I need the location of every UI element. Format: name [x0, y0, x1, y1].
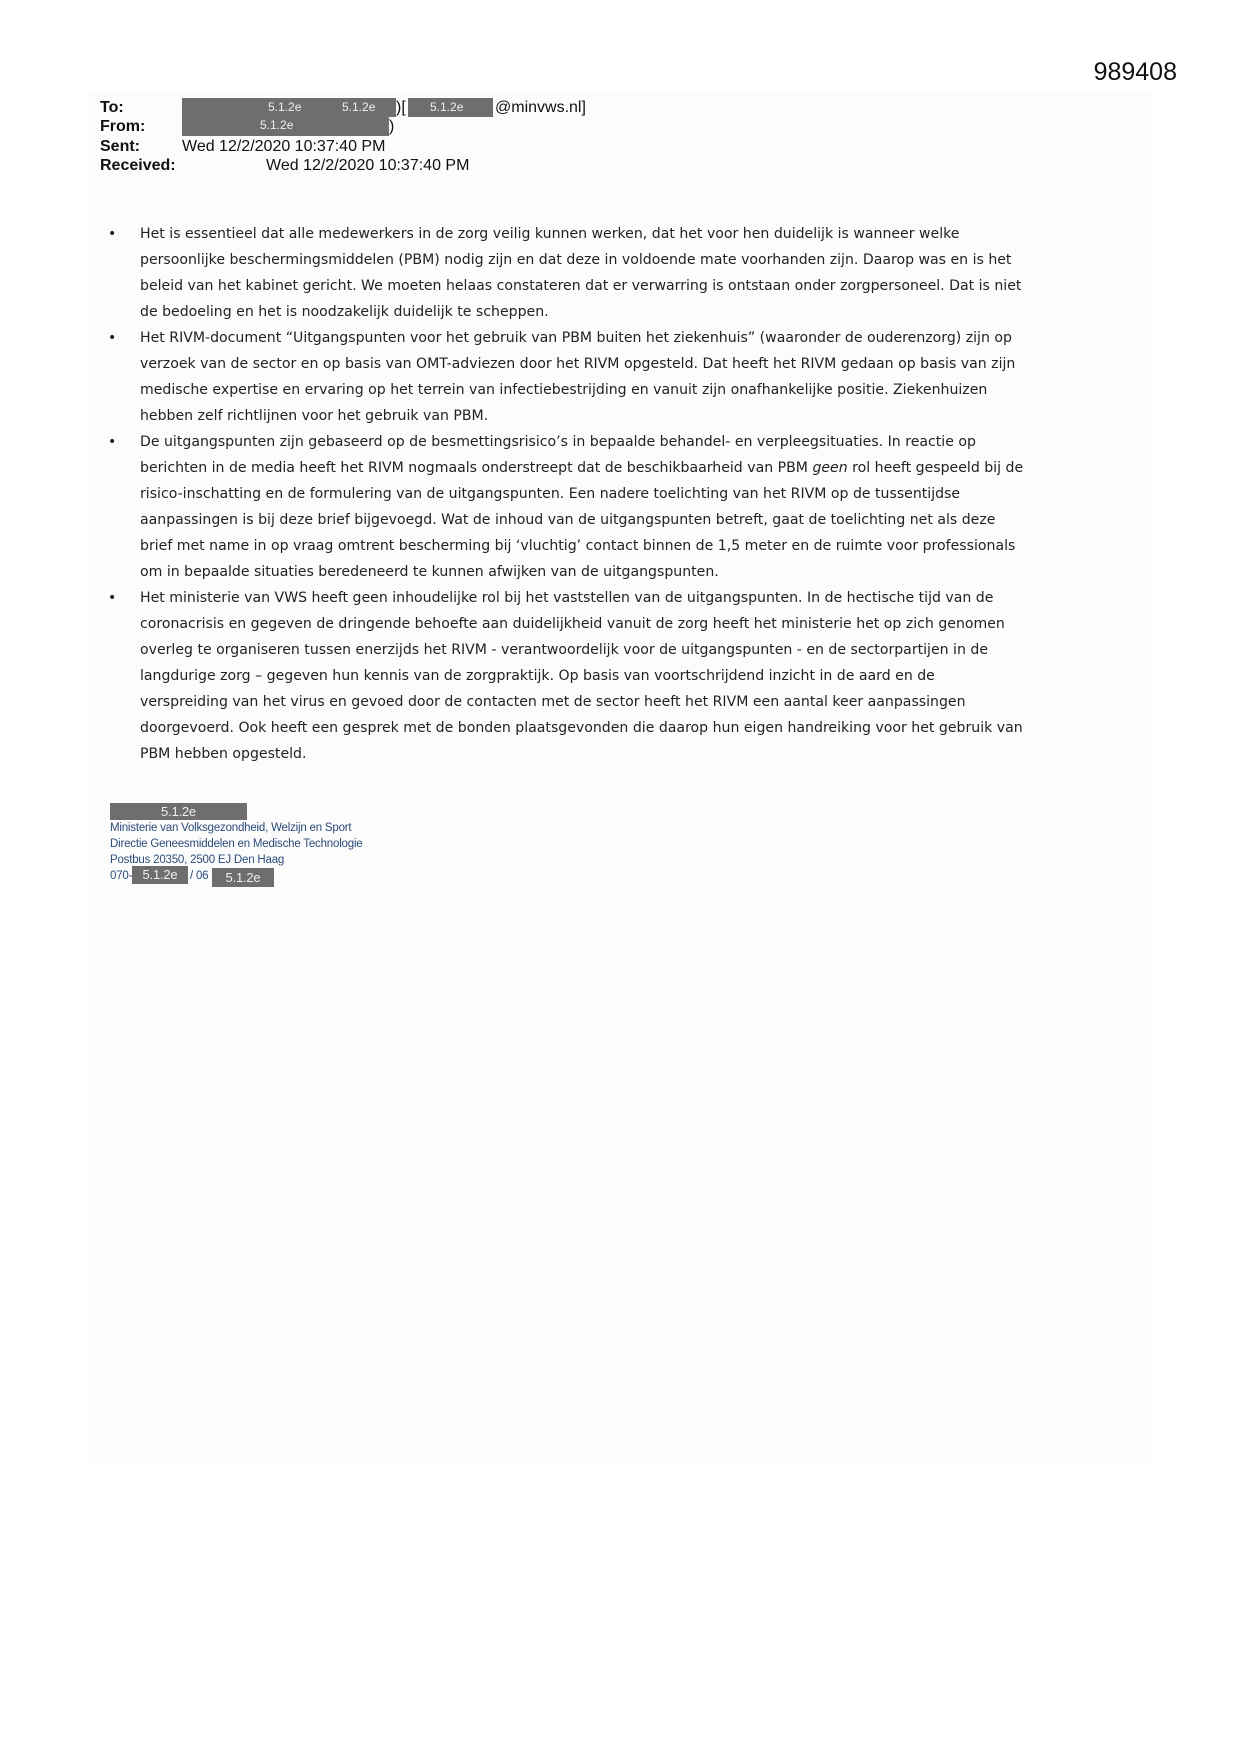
phone-prefix-landline: 070- — [110, 870, 133, 882]
body-line: Het is essentieel dat alle medewerkers in de zorg veilig kunnen werken, dat het voor hen duidelijk is wanneer welke — [140, 226, 960, 242]
phone-redaction-landline: 5.1.2e — [132, 866, 188, 884]
from-suffix: ) — [389, 118, 395, 135]
body-line: verspreiding van het virus en gevoed door de contacten met de sector heeft het RIVM een aantal keer aanpassingen — [140, 694, 966, 710]
body-line: persoonlijke beschermingsmiddelen (PBM) nodig zijn en dat deze in voldoende mate voorhanden zijn. Daarop was en is het — [140, 252, 1012, 268]
to-separator: )[ — [396, 99, 406, 116]
bullet-icon: • — [108, 590, 117, 606]
body-line: PBM hebben opgesteld. — [140, 746, 307, 762]
list-item — [102, 325, 1132, 429]
body-line: berichten in de media heeft het RIVM nogmaals onderstreept dat de beschikbaarheid van PBM geen rol heeft gespeeld bij de — [140, 460, 1024, 476]
signature-name-row — [110, 803, 363, 820]
to-redaction-address — [408, 98, 493, 117]
body-line: beleid van het kabinet gericht. We moeten helaas constateren dat er verwarring is ontstaan onder zorgpersoneel. Dat is niet — [140, 278, 1022, 294]
signature-phone-row — [110, 868, 363, 886]
body-line: Het RIVM-document “Uitgangspunten voor het gebruik van PBM buiten het ziekenhuis” (waaronder de ouderenzorg) zijn op — [140, 330, 1012, 346]
signature-name-redaction: 5.1.2e — [110, 803, 247, 820]
from-label: From: — [100, 118, 146, 135]
body-line: om in bepaalde situaties beredeneerd te kunnen afwijken van de uitgangspunten. — [140, 564, 719, 580]
bullet-icon: • — [108, 226, 117, 242]
body-line: aanpassingen is bij deze brief bijgevoegd. Wat de inhoud van de uitgangspunten betreft, gaat de toelichting net als deze — [140, 512, 996, 528]
phone-redaction-mobile: 5.1.2e — [212, 868, 274, 887]
body-line: medische expertise en ervaring op het terrein van infectiebestrijding en vanuit zijn onafhankelijke positie. Ziekenhuizen — [140, 382, 988, 398]
body-line: langdurige zorg – gegeven hun kennis van de zorgpraktijk. Op basis van voortschrijdend inzicht in de aard en de — [140, 668, 935, 684]
to-label: To: — [100, 99, 124, 116]
sent-value: Wed 12/2/2020 10:37:40 PM — [182, 138, 386, 155]
body-line: brief met name in op vraag omtrent bescherming bij ‘vluchtig’ contact binnen de 1,5 meter en de ruimte voor professionals — [140, 538, 1016, 554]
emphasis-text: geen — [812, 460, 848, 476]
body-line: coronacrisis en gegeven de dringende behoefte aan duidelijkheid vanuit de zorg heeft het ministerie het op zich genomen — [140, 616, 1005, 632]
received-value: Wed 12/2/2020 10:37:40 PM — [266, 157, 470, 174]
body-line: hebben zelf richtlijnen voor het gebruik van PBM. — [140, 408, 489, 424]
signature-block — [110, 803, 363, 886]
body-line: doorgevoerd. Ook heeft een gesprek met de bonden plaatsgevonden die daarop hun eigen handreiking voor het gebruik van — [140, 720, 1023, 736]
to-redaction-name — [182, 98, 396, 117]
list-item — [102, 585, 1132, 767]
redaction-code: 5.1.2e — [268, 100, 302, 114]
bullet-icon: • — [108, 434, 117, 450]
redaction-code: 5.1.2e — [430, 100, 464, 114]
from-redaction — [182, 117, 389, 136]
body-line: overleg te organiseren tussen enerzijds het RIVM - verantwoordelijk voor de uitgangspunten - en de sectorpartijen in de — [140, 642, 988, 658]
body-line: verzoek van de sector en op basis van OMT-adviezen door het RIVM opgesteld. Dat heeft het RIVM gedaan op basis van zijn — [140, 356, 1016, 372]
sent-label: Sent: — [100, 138, 140, 155]
list-item — [102, 429, 1132, 585]
email-body-list — [102, 221, 1132, 767]
received-label: Received: — [100, 157, 176, 174]
list-item — [102, 221, 1132, 325]
body-line: Het ministerie van VWS heeft geen inhoudelijke rol bij het vaststellen van de uitgangspunten. In de hectische tijd van de — [140, 590, 994, 606]
signature-department: Directie Geneesmiddelen en Medische Technologie — [110, 838, 363, 850]
to-email-domain: @minvws.nl] — [495, 99, 586, 116]
phone-separator: / 06 — [190, 870, 209, 882]
document-id-number: 989408 — [1093, 58, 1177, 86]
body-line: risico-inschatting en de formulering van de uitgangspunten. Een nadere toelichting van het RIVM op de tussentijdse — [140, 486, 961, 502]
body-line: De uitgangspunten zijn gebaseerd op de besmettingsrisico’s in bepaalde behandel- en verpleegsituaties. In reactie op — [140, 434, 976, 450]
body-line: de bedoeling en het is noodzakelijk duidelijk te scheppen. — [140, 304, 549, 320]
redaction-code: 5.1.2e — [260, 118, 294, 132]
signature-organization: Ministerie van Volksgezondheid, Welzijn en Sport — [110, 822, 352, 834]
signature-address: Postbus 20350, 2500 EJ Den Haag — [110, 854, 285, 866]
redaction-code: 5.1.2e — [342, 100, 376, 114]
bullet-icon: • — [108, 330, 117, 346]
